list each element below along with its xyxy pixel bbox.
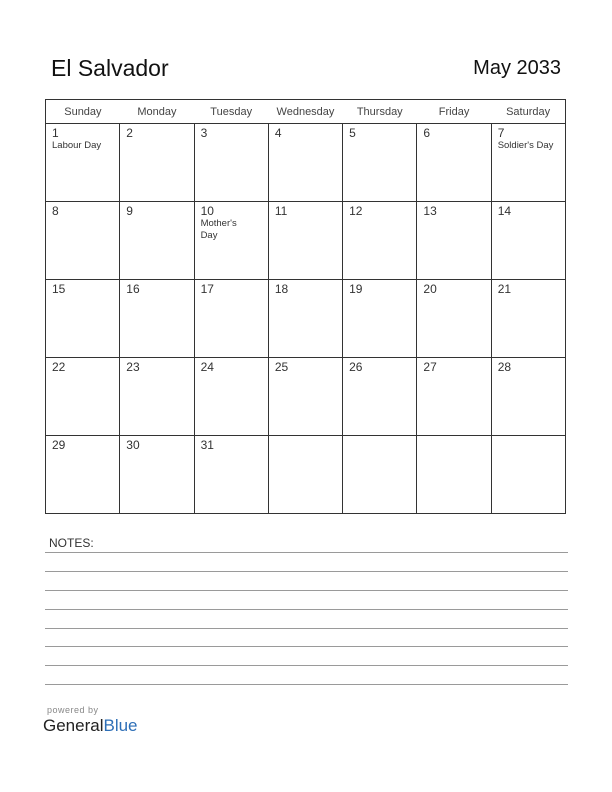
holiday-label: Mother's Day bbox=[200, 218, 237, 241]
calendar-country-title: El Salvador bbox=[51, 55, 169, 81]
calendar-day-cell bbox=[343, 202, 417, 280]
notes-line bbox=[45, 646, 568, 647]
holiday-label: Soldier's Day bbox=[497, 140, 554, 151]
day-number: 22 bbox=[52, 360, 66, 374]
calendar-day-cell bbox=[120, 436, 194, 514]
calendar-day-cell bbox=[268, 202, 342, 280]
day-number: 28 bbox=[497, 360, 512, 374]
day-number: 9 bbox=[126, 204, 133, 218]
weekday-thursday: Thursday bbox=[343, 100, 417, 124]
day-number: 21 bbox=[497, 282, 512, 296]
calendar-day-cell bbox=[417, 358, 491, 436]
calendar-day-cell bbox=[343, 358, 417, 436]
notes-line bbox=[45, 628, 568, 629]
calendar-day-cell bbox=[194, 280, 268, 358]
notes-label: NOTES: bbox=[49, 536, 94, 550]
weekday-header-row bbox=[46, 100, 566, 124]
calendar-day-cell bbox=[491, 124, 565, 202]
calendar-day-cell bbox=[268, 436, 342, 514]
calendar-day-cell bbox=[46, 436, 120, 514]
calendar-day-cell bbox=[491, 358, 565, 436]
day-number: 26 bbox=[349, 360, 363, 374]
calendar-month-title: May 2033 bbox=[473, 57, 561, 79]
notes-line bbox=[45, 609, 568, 610]
day-number: 2 bbox=[126, 126, 133, 140]
day-number: 14 bbox=[497, 204, 512, 218]
calendar-day-cell bbox=[491, 202, 565, 280]
day-number bbox=[417, 436, 490, 438]
day-number: 20 bbox=[423, 282, 437, 296]
day-number bbox=[269, 436, 342, 438]
calendar-day-cell bbox=[268, 280, 342, 358]
day-number: 5 bbox=[349, 126, 356, 140]
notes-line bbox=[45, 571, 568, 572]
weekday-friday: Friday bbox=[417, 100, 491, 124]
day-number bbox=[492, 436, 565, 438]
day-number: 18 bbox=[274, 282, 289, 296]
calendar-day-cell bbox=[417, 280, 491, 358]
weekday-sunday: Sunday bbox=[46, 100, 120, 124]
day-number: 15 bbox=[52, 282, 66, 296]
day-number: 12 bbox=[349, 204, 363, 218]
day-number bbox=[343, 436, 416, 438]
day-number: 16 bbox=[126, 282, 140, 296]
day-number: 30 bbox=[126, 438, 140, 452]
notes-line bbox=[45, 552, 568, 553]
calendar-day-cell bbox=[120, 358, 194, 436]
calendar-week-row bbox=[46, 202, 566, 280]
calendar-day-cell bbox=[120, 124, 194, 202]
calendar-grid bbox=[45, 99, 566, 514]
powered-by-text: powered by bbox=[47, 705, 99, 715]
calendar-week-row bbox=[46, 436, 566, 514]
brand-general: General bbox=[43, 716, 104, 735]
notes-line bbox=[45, 665, 568, 666]
day-number: 8 bbox=[52, 204, 59, 218]
calendar-day-cell bbox=[491, 436, 565, 514]
notes-line bbox=[45, 684, 568, 685]
calendar-day-cell bbox=[491, 280, 565, 358]
calendar-day-cell bbox=[194, 124, 268, 202]
weekday-tuesday: Tuesday bbox=[194, 100, 268, 124]
brand-logo[interactable] bbox=[43, 716, 138, 736]
day-number: 3 bbox=[200, 126, 208, 140]
calendar-day-cell bbox=[268, 124, 342, 202]
day-number: 25 bbox=[274, 360, 289, 374]
calendar-day-cell bbox=[194, 358, 268, 436]
calendar-week-row bbox=[46, 280, 566, 358]
day-number: 19 bbox=[349, 282, 363, 296]
day-number: 13 bbox=[423, 204, 437, 218]
weekday-monday: Monday bbox=[120, 100, 194, 124]
calendar-day-cell bbox=[343, 280, 417, 358]
day-number: 23 bbox=[126, 360, 140, 374]
day-number: 1 bbox=[52, 126, 59, 140]
day-number: 31 bbox=[200, 438, 214, 452]
calendar-day-cell bbox=[268, 358, 342, 436]
calendar-week-row bbox=[46, 124, 566, 202]
day-number: 24 bbox=[200, 360, 214, 374]
calendar-day-cell bbox=[120, 280, 194, 358]
calendar-week-row bbox=[46, 358, 566, 436]
calendar-day-cell bbox=[194, 436, 268, 514]
calendar-day-cell bbox=[417, 436, 491, 514]
day-number: 10 bbox=[200, 204, 214, 218]
calendar-day-cell bbox=[343, 124, 417, 202]
calendar-day-cell bbox=[120, 202, 194, 280]
day-number: 11 bbox=[274, 204, 288, 218]
calendar-day-cell bbox=[46, 280, 120, 358]
day-number: 29 bbox=[52, 438, 66, 452]
calendar-day-cell bbox=[46, 358, 120, 436]
day-number: 6 bbox=[423, 126, 431, 140]
calendar-day-cell bbox=[46, 124, 120, 202]
notes-line bbox=[45, 590, 568, 591]
calendar-day-cell bbox=[46, 202, 120, 280]
calendar-day-cell bbox=[417, 202, 491, 280]
weekday-saturday: Saturday bbox=[491, 100, 565, 124]
day-number: 4 bbox=[274, 126, 282, 140]
weekday-wednesday: Wednesday bbox=[268, 100, 342, 124]
holiday-label: Labour Day bbox=[52, 140, 102, 151]
calendar-day-cell bbox=[194, 202, 268, 280]
day-number: 7 bbox=[497, 126, 505, 140]
calendar-day-cell bbox=[343, 436, 417, 514]
day-number: 17 bbox=[200, 282, 214, 296]
brand-blue: Blue bbox=[103, 716, 138, 735]
calendar-day-cell bbox=[417, 124, 491, 202]
day-number: 27 bbox=[423, 360, 437, 374]
